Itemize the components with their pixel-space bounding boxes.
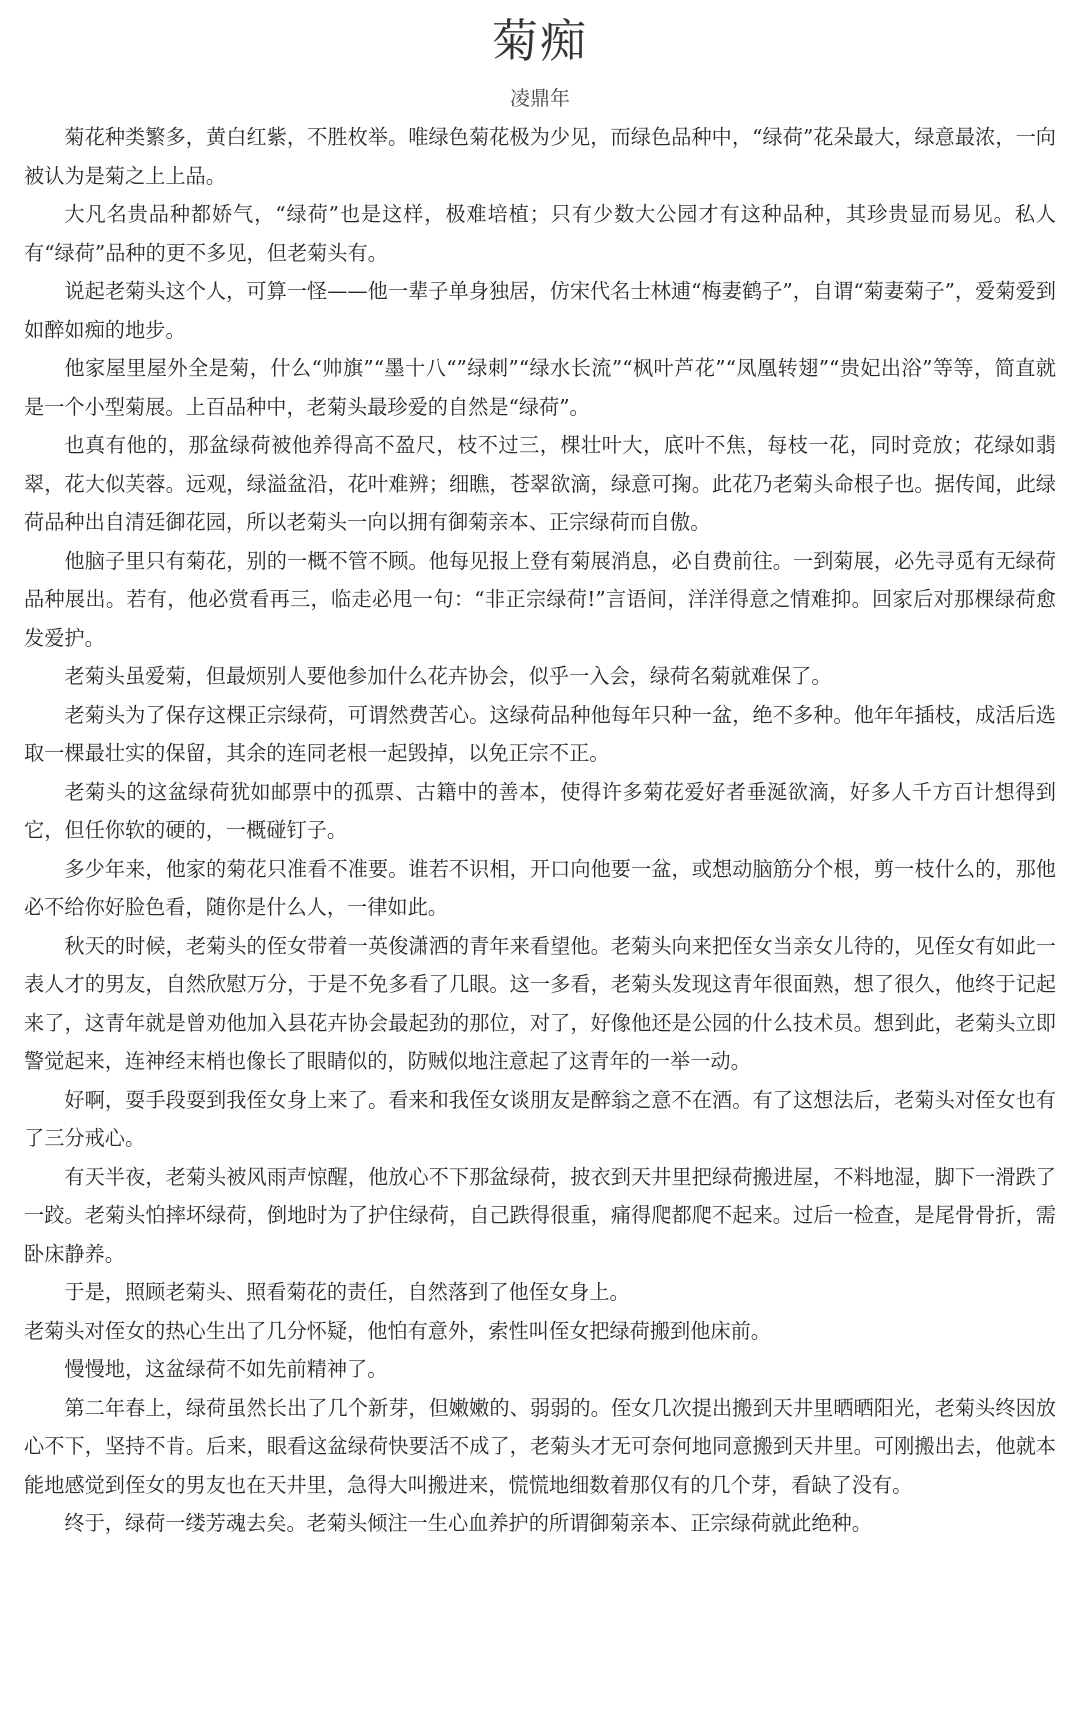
paragraph: 老菊头虽爱菊，但最烦别人要他参加什么花卉协会，似乎一入会，绿荷名菊就难保了。 [64, 664, 832, 688]
paragraph: 菊花种类繁多，黄白红紫，不胜枚举。唯绿色菊花极为少见，而绿色品种中，“绿荷”花朵最大，绿意最浓，一向被认为是菊之上上品。 [24, 125, 1056, 188]
paragraph: 秋天的时候，老菊头的侄女带着一英俊潇洒的青年来看望他。老菊头向来把侄女当亲女儿待的，见侄女有如此一表人才的男友，自然欣慰万分，于是不免多看了几眼。这一多看，老菊头发现这青年很面熟，想了很久，他终于记起来了，这青年就是曾劝他加入县花卉协会最起劲的那位，对了，好像他还是公园的什么技术员。想到此，老菊头立即警觉起来，连神经末梢也像长了眼睛似的，防贼似地注意起了这青年的一举一动。 [24, 933, 1056, 1073]
paragraph: 大凡名贵品种都娇气，“绿荷”也是这样，极难培植；只有少数大公园才有这种品种，其珍贵显而易见。私人有“绿荷”品种的更不多见，但老菊头有。 [24, 202, 1056, 265]
paragraph: 他家屋里屋外全是菊，什么“帅旗”“墨十八“”绿刺”“绿水长流”“枫叶芦花”“凤凰转翅”“贵妃出浴”等等，简直就是一个小型菊展。上百品种中，老菊头最珍爱的自然是“绿荷”。 [24, 356, 1056, 419]
paragraph: 好啊，耍手段耍到我侄女身上来了。看来和我侄女谈朋友是醉翁之意不在酒。有了这想法后，老菊头对侄女也有了三分戒心。 [24, 1087, 1056, 1150]
paragraph: 也真有他的，那盆绿荷被他养得高不盈尺，枝不过三，棵壮叶大，底叶不焦，每枝一花，同时竞放；花绿如翡翠，花大似芙蓉。远观，绿溢盆沿，花叶难辨；细瞧，苍翠欲滴，绿意可掬。此花乃老菊头命根子也。据传闻，此绿荷品种出自清廷御花园，所以老菊头一向以拥有御菊亲本、正宗绿荷而自傲。 [24, 433, 1056, 534]
paragraph: 慢慢地，这盆绿荷不如先前精神了。 [64, 1357, 388, 1381]
article-author: 凌鼎年 [510, 86, 570, 110]
article-body [24, 118, 1056, 1543]
paragraph: 多少年来，他家的菊花只准看不准要。谁若不识相，开口向他要一盆，或想动脑筋分个根，剪一枝什么的，那他必不给你好脸色看，随你是什么人，一律如此。 [24, 856, 1056, 919]
paragraph: 有天半夜，老菊头被风雨声惊醒，他放心不下那盆绿荷，披衣到天井里把绿荷搬进屋，不料地湿，脚下一滑跌了一跤。老菊头怕摔坏绿荷，倒地时为了护住绿荷，自己跌得很重，痛得爬都爬不起来。过后一检查，是尾骨骨折，需卧床静养。 [24, 1164, 1056, 1266]
paragraph: 老菊头的这盆绿荷犹如邮票中的孤票、古籍中的善本，使得许多菊花爱好者垂涎欲滴，好多人千方百计想得到它，但任你软的硬的，一概碰钉子。 [24, 779, 1056, 842]
paragraph: 于是，照顾老菊头、照看菊花的责任，自然落到了他侄女身上。 [64, 1280, 630, 1304]
paragraph: 老菊头对侄女的热心生出了几分怀疑，他怕有意外，索性叫侄女把绿荷搬到他床前。 [24, 1318, 771, 1343]
paragraph: 他脑子里只有菊花，别的一概不管不顾。他每见报上登有菊展消息，必自费前往。一到菊展，必先寻觅有无绿荷品种展出。若有，他必赏看再三，临走必甩一句：“非正宗绿荷!”言语间，洋洋得意之情难抑。回家后对那棵绿荷愈发爱护。 [24, 548, 1056, 650]
paragraph: 第二年春上，绿荷虽然长出了几个新芽，但嫩嫩的、弱弱的。侄女几次提出搬到天井里晒晒阳光，老菊头终因放心不下，坚持不肯。后来，眼看这盆绿荷快要活不成了，老菊头才无可奈何地同意搬到天井里。可刚搬出去，他就本能地感觉到侄女的男友也在天井里，急得大叫搬进来，慌慌地细数着那仅有的几个芽，看缺了没有。 [24, 1395, 1056, 1497]
paragraph: 老菊头为了保存这棵正宗绿荷，可谓然费苦心。这绿荷品种他每年只种一盆，绝不多种。他年年插枝，成活后选取一棵最壮实的保留，其余的连同老根一起毁掉，以免正宗不正。 [24, 702, 1056, 765]
paragraph: 终于，绿荷一缕芳魂去矣。老菊头倾注一生心血养护的所谓御菊亲本、正宗绿荷就此绝种。 [64, 1511, 872, 1535]
article-title: 菊痴 [492, 14, 588, 68]
paragraph: 说起老菊头这个人，可算一怪——他一辈子单身独居，仿宋代名士林逋“梅妻鹤子”，自谓“菊妻菊子”，爱菊爱到如醉如痴的地步。 [24, 279, 1056, 342]
